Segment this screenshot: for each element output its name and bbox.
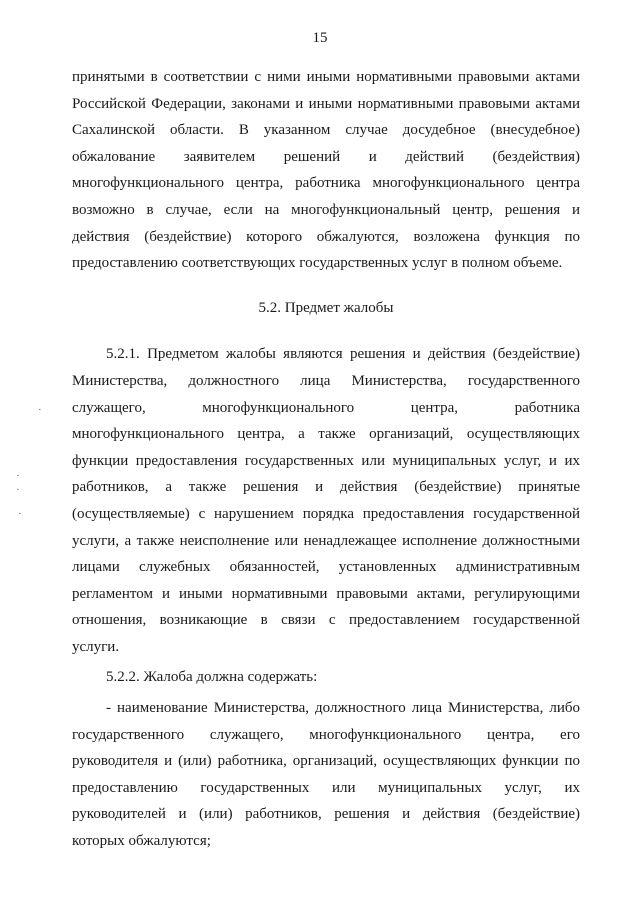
text-line: лицами служебных обязанностей, установленных административным [72, 559, 580, 576]
paragraph-5-2-1 [72, 341, 580, 660]
text-line: услуги, а также неисполнение или ненадлежащее исполнение должностными [72, 532, 580, 549]
text-line: руководителя и (или) работника, организаций, осуществляющих функции по [72, 753, 580, 770]
text-line: государственного служащего, многофункционального центра, его [72, 726, 580, 743]
text-line: Российской Федерации, законами и иными нормативными правовыми актами [72, 95, 580, 112]
paragraph-list-item [72, 695, 580, 855]
text-line: многофункционального центра, а также организаций, осуществляющих [72, 426, 580, 443]
text-line: Министерства, должностного лица Министерства, государственного [72, 372, 580, 389]
text-line: отношения, возникающие в связи с предоставлением государственной [72, 612, 580, 629]
text-line: работников, а также решения и действия (бездействие) принятые [72, 479, 580, 496]
text-line: возможно в случае, если на многофункциональный центр, решения и [72, 201, 580, 218]
scan-speck: · [16, 484, 20, 496]
scan-speck: · [18, 508, 22, 520]
text-line: обжалование заявителем решений и действий (бездействия) [72, 148, 580, 165]
paragraph-5-2-2 [72, 664, 580, 691]
text-line: которых обжалуются; [72, 833, 211, 850]
text-line: предоставлению государственных или муниципальных услуг, их [72, 779, 580, 796]
text-line: принятыми в соответствии с ними иными нормативными правовыми актами [72, 69, 580, 85]
text-line: 5.2.1. Предметом жалобы являются решения и действия (бездействие) [106, 346, 580, 363]
text-line: услуги. [72, 638, 120, 655]
text-line: (осуществляемые) с нарушением порядка предоставления государственной [72, 505, 580, 522]
paragraph-continuation [72, 64, 580, 277]
text-line: действия (бездействие) которого обжалуются, возложена функция по [72, 228, 580, 245]
text-line: служащего, многофункционального центра, работника [72, 399, 580, 416]
text-line: руководителей и (или) работников, решения и действия (бездействие) [72, 806, 580, 823]
document-body [72, 64, 580, 855]
page-number: 15 [312, 30, 328, 46]
text-line: Сахалинской области. В указанном случае досудебное (внесудебное) [72, 122, 580, 139]
text-line: регламентом и иными нормативными правовыми актами, регулирующими [72, 585, 580, 602]
text-line: предоставлению соответствующих государственных услуг в полном объеме. [72, 255, 563, 272]
section-heading: 5.2. Предмет жалобы [258, 299, 394, 316]
text-line: 5.2.2. Жалоба должна содержать: [106, 669, 318, 686]
scan-speck: · [38, 404, 42, 416]
text-line: многофункционального центра, работника многофункционального центра [72, 175, 580, 192]
text-line: функции предоставления государственных или муниципальных услуг, и их [72, 452, 580, 469]
text-line: - наименование Министерства, должностного лица Министерства, либо [106, 700, 580, 717]
scan-speck: · [16, 470, 20, 482]
